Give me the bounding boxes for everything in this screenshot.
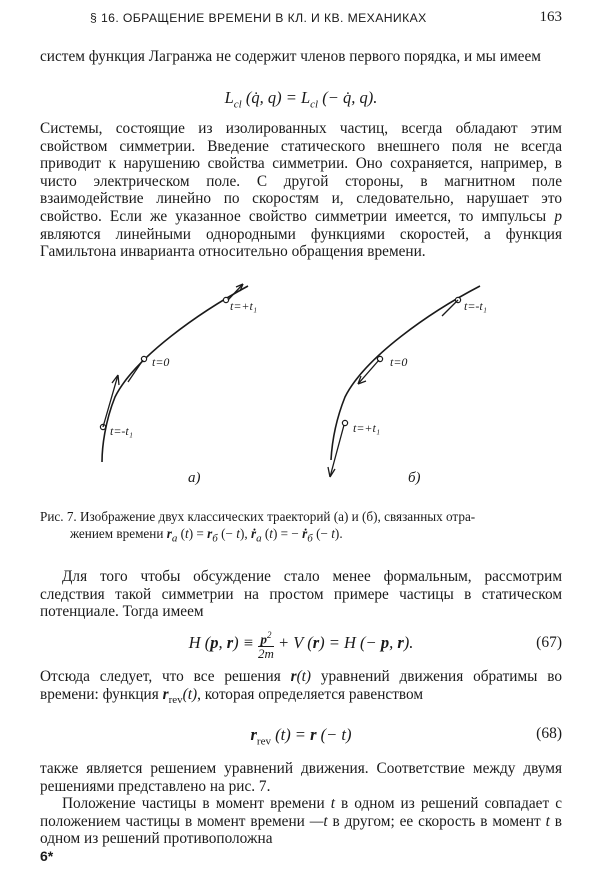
caption-line-2 [40, 525, 562, 548]
velocity-a-top [228, 284, 243, 300]
figure-7 [40, 282, 562, 497]
paragraph-2-text-a: Системы, состоящие из изолированных частиц, всегда обладают этим свойством симметрии. Введение статического внешнего поля не всегда приводит к нарушению свойства симметрии. Оно сохраняется, например, в чисто электрическом поле. С другой стороны, в магнитном поле взаимодействие линейно по скоростям и, следовательно, нарушает это свойство. Если же указанное свойство симметрии имеется, то импульсы [40, 120, 562, 225]
caption-line-2-text: жением времени [70, 526, 164, 541]
paragraph-5: также является решением уравнений движения. Соответствие между двумя решениями представлено на рис. 7. [40, 760, 562, 795]
signature-mark: 6* [40, 848, 54, 864]
equation-67-formula: H (p, r) ≡ $\frac{p^2}{2m}$ + V (r) = H (− p, r). [188, 630, 414, 662]
point-b-bottom [342, 420, 347, 425]
r-symbol: r [290, 668, 297, 685]
paragraph-6 [40, 795, 562, 848]
paragraph-1: систем функция Лагранжа не содержит членов первого порядка, и мы имеем [40, 48, 541, 65]
lagrange-equation [40, 88, 562, 110]
equation-67 [40, 628, 562, 661]
paragraph-6-text-d: в одном из решений противоположна [40, 812, 562, 848]
trajectory-b [328, 286, 480, 477]
t-symbol-2: t [545, 812, 550, 830]
paragraph-2-text-b: являются линейными однородными функциями скоростей, а функция Гамильтона инварианта относительно обращения времени. [40, 225, 562, 261]
label-b-top: t=-t₁ [464, 299, 487, 313]
t-symbol-1: t [330, 795, 335, 812]
lagrange-equation-text: $L_{cl}$ (q̇, $q) = L_{cl}$ (− q̇, q). [224, 88, 378, 111]
equation-67-number: (67) [536, 634, 562, 651]
label-a-mid: t=0 [152, 355, 170, 369]
momentum-symbol: p [554, 207, 562, 225]
label-a-bottom: t=-t₁ [110, 424, 133, 438]
page-number: 163 [539, 9, 562, 25]
velocity-a-bottom [103, 375, 118, 427]
panel-a-label: а) [188, 470, 201, 486]
velocity-a-mid [128, 360, 143, 382]
label-b-mid: t=0 [390, 355, 408, 369]
point-a-top [223, 297, 228, 302]
section-title: § 16. ОБРАЩЕНИЕ ВРЕМЕНИ В КЛ. И КВ. МЕХАНИКАХ [90, 11, 427, 25]
paragraph-4 [40, 668, 562, 709]
paragraph-3: Для того чтобы обсуждение стало менее формальным, рассмотрим следствия такой симметрии на простом примере частицы в статическом потенциале. Тогда имеем [40, 568, 562, 621]
paragraph-4-text-b: уравнений движения обратимы во времени: функция [40, 668, 562, 703]
velocity-b-mid [358, 360, 379, 384]
caption-formula: $r_a$ $(t) = r_б$ (− t), ṙ$_a$ (t) = − ṙ$_б$ (− t). [166, 526, 343, 545]
label-b-bottom: t=+t₁ [353, 421, 381, 435]
paragraph-4-text-c: , которая определяется равенством [197, 685, 424, 703]
figure-caption [40, 508, 562, 548]
equation-68 [40, 725, 562, 747]
equation-68-formula: $r_{rev}$ (t) = r (− t) [250, 725, 352, 748]
label-a-top: t=+t₁ [230, 299, 258, 313]
r-rev-subscript: rev [168, 693, 183, 706]
paragraph-6-text-c: в другом; ее скорость в момент [327, 812, 546, 830]
paragraph-6-text-a: Положение частицы в момент времени [62, 795, 331, 812]
equation-68-number: (68) [536, 725, 562, 742]
panel-b-label: б) [408, 470, 421, 486]
r-rev-symbol: r [162, 685, 169, 703]
paragraph-6-text-b: в одном из решений совпадает с положением частицы в момент времени [40, 795, 562, 830]
running-head [40, 9, 562, 29]
minus-t-symbol: —t [309, 812, 328, 830]
caption-line-1: Рис. 7. Изображение двух классических траекторий (а) и (б), связанных отра- [40, 509, 476, 524]
r-rev-argument: (t) [182, 685, 198, 703]
r-argument: (t) [296, 668, 312, 685]
paragraph-4-text-a: Отсюда следует, что все решения [40, 668, 291, 685]
paragraph-2 [40, 120, 562, 261]
